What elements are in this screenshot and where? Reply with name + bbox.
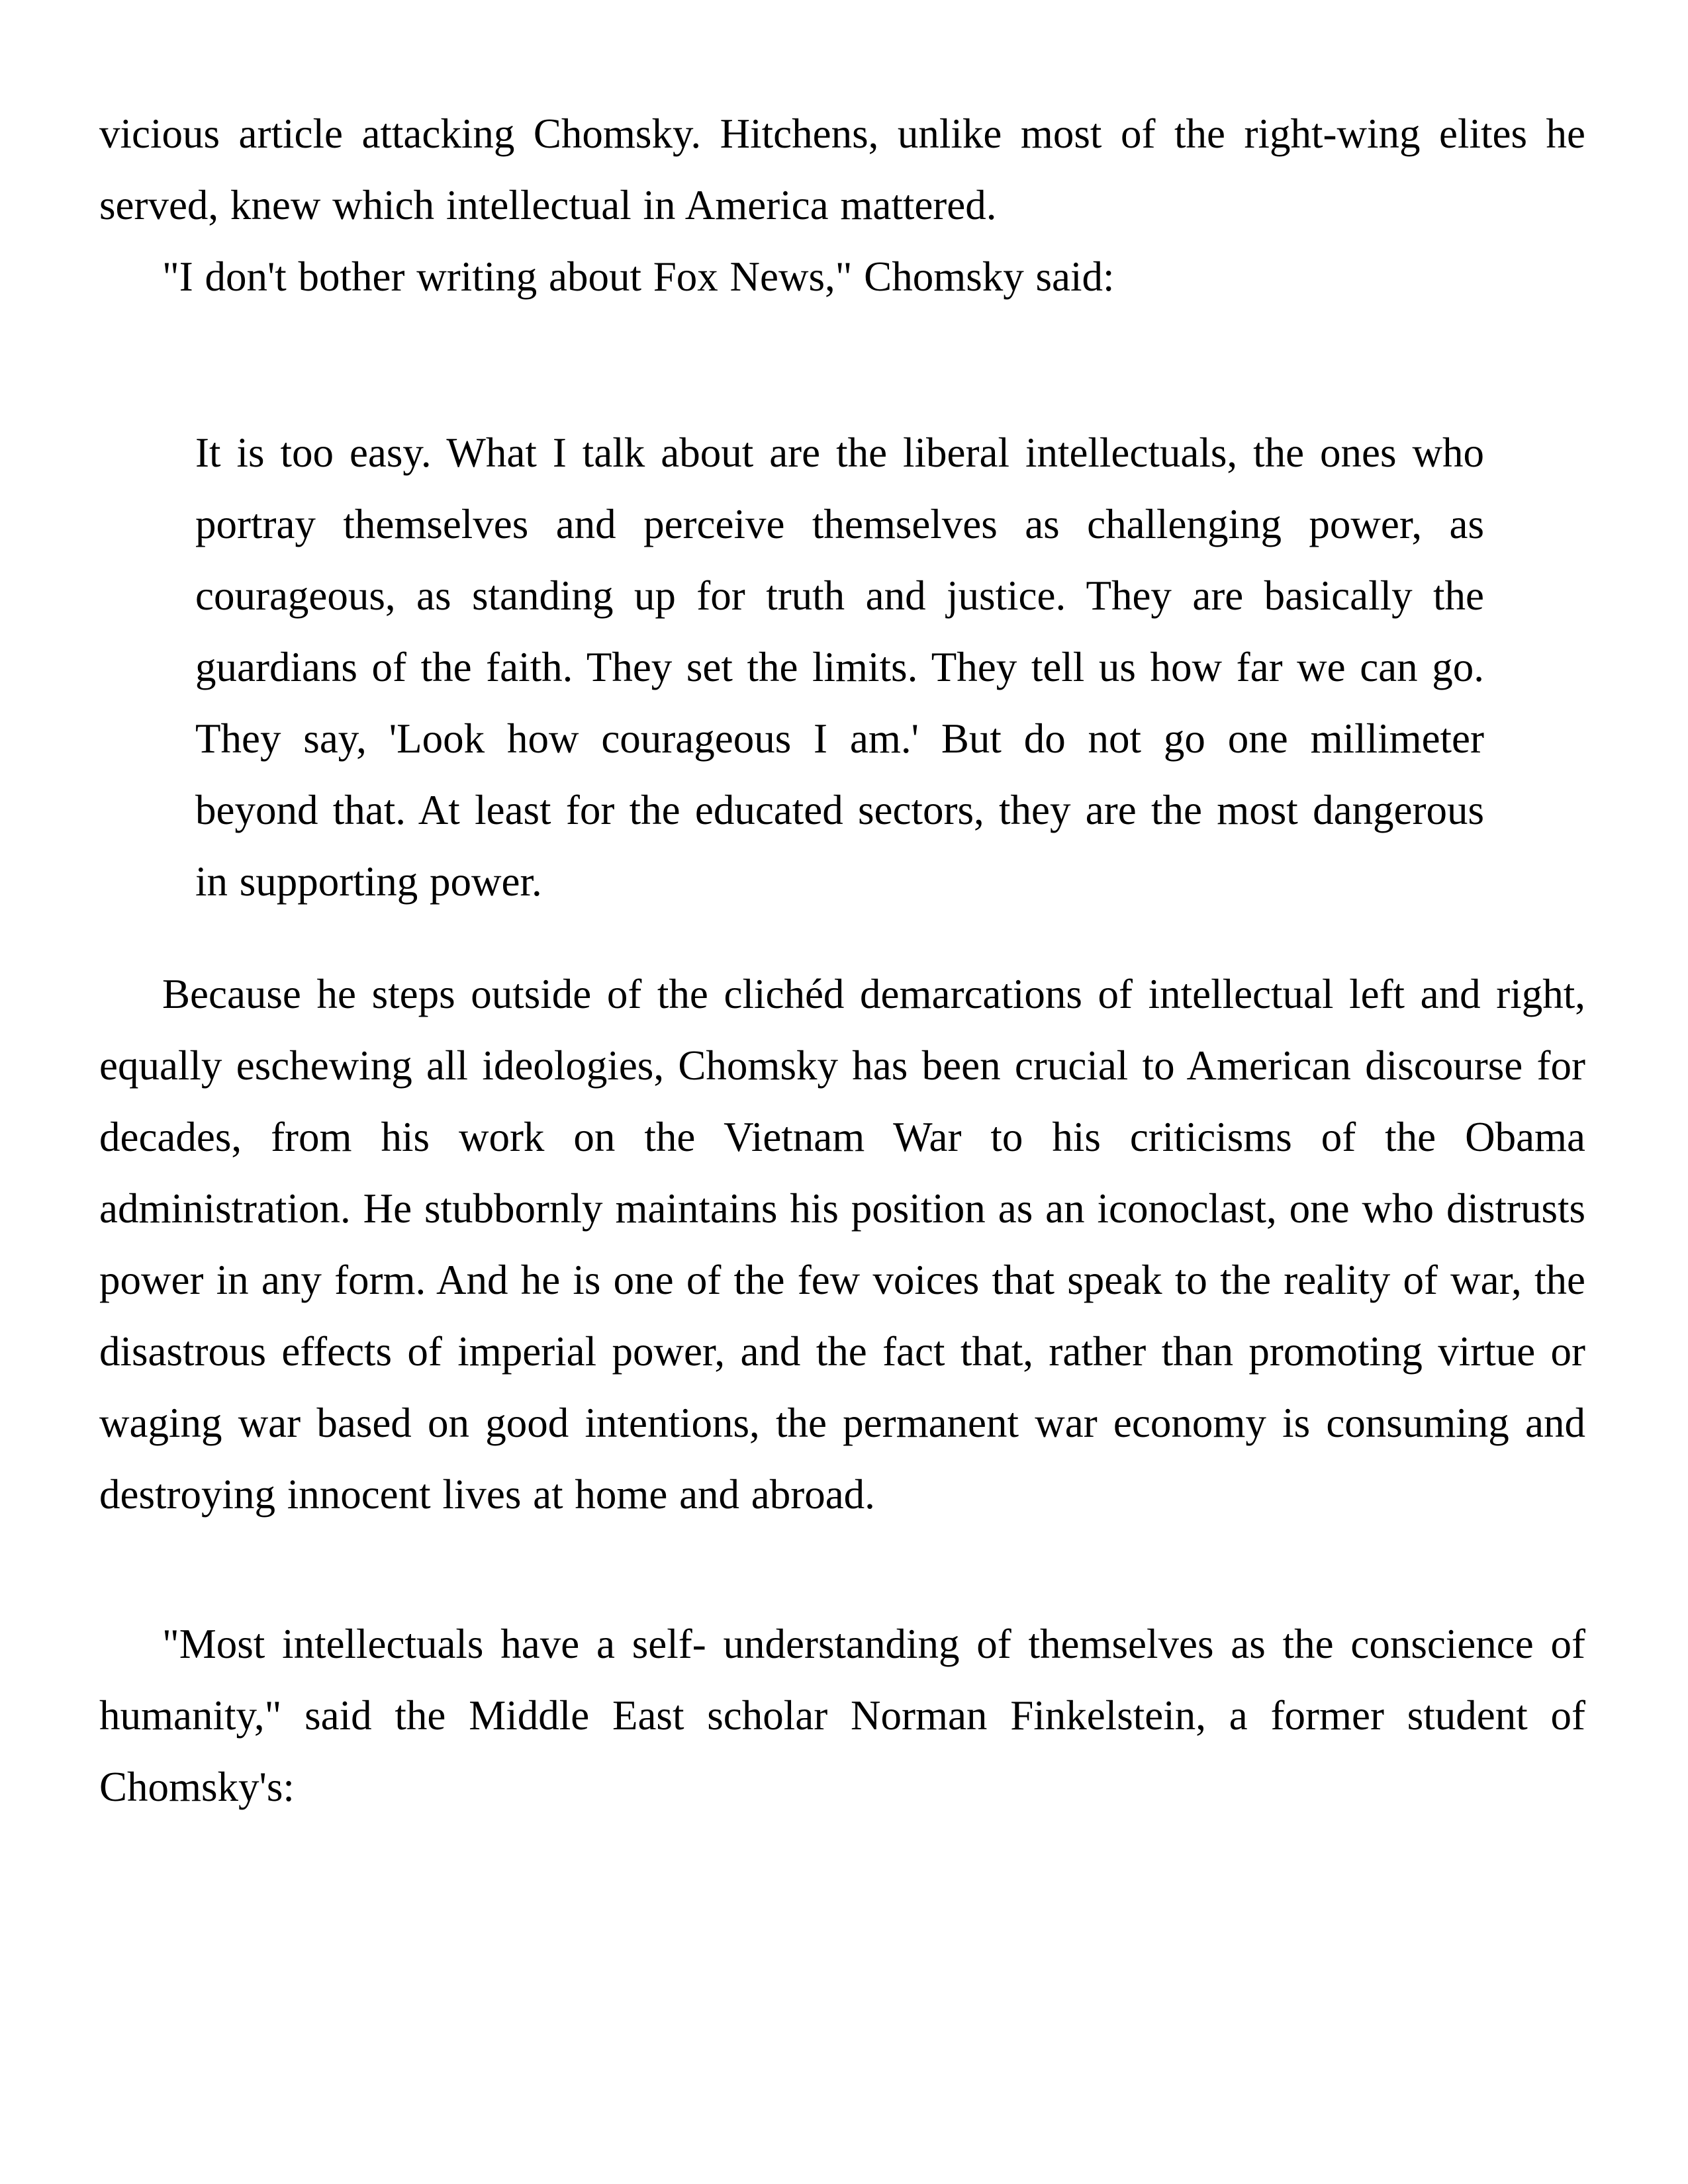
block-quote: [195, 417, 1484, 917]
paragraph-chomsky-said: "I don't bother writing about Fox News," Chomsky said:: [162, 253, 1115, 300]
paragraph-most-intellectuals: "Most intellectuals have a self- understanding of themselves as the conscience of humanity," said the Middle East scholar Norman Finkelstein, a former student of Chomsky's:: [99, 1621, 1585, 1810]
block-quote-text: It is too easy. What I talk about are the liberal intellectuals, the ones who portray themselves and perceive themselves as challenging power, as courageous, as standing up for truth and justice. They are basically the guardians of the faith. They set the limits. They tell us how far we can go. They say, 'Look how courageous I am.' But do not go one millimeter beyond that. At least for the educated sectors, they are the most dangerous in supporting power.: [195, 430, 1484, 905]
paragraph-continuation: vicious article attacking Chomsky. Hitchens, unlike most of the right-wing elites he served, knew which intellectual in America mattered.: [99, 111, 1585, 228]
paragraph-because-he-steps: Because he steps outside of the clichéd demarcations of intellectual left and right, equally eschewing all ideologies, Chomsky has been crucial to American discourse for decades, from his work on the Vietnam War to his criticisms of the Obama administration. He stubbornly maintains his position as an iconoclast, one who distrusts power in any form. And he is one of the few voices that speak to the reality of war, the disastrous effects of imperial power, and the fact that, rather than promoting virtue or waging war based on good intentions, the permanent war economy is consuming and destroying innocent lives at home and abroad.: [99, 971, 1585, 1518]
